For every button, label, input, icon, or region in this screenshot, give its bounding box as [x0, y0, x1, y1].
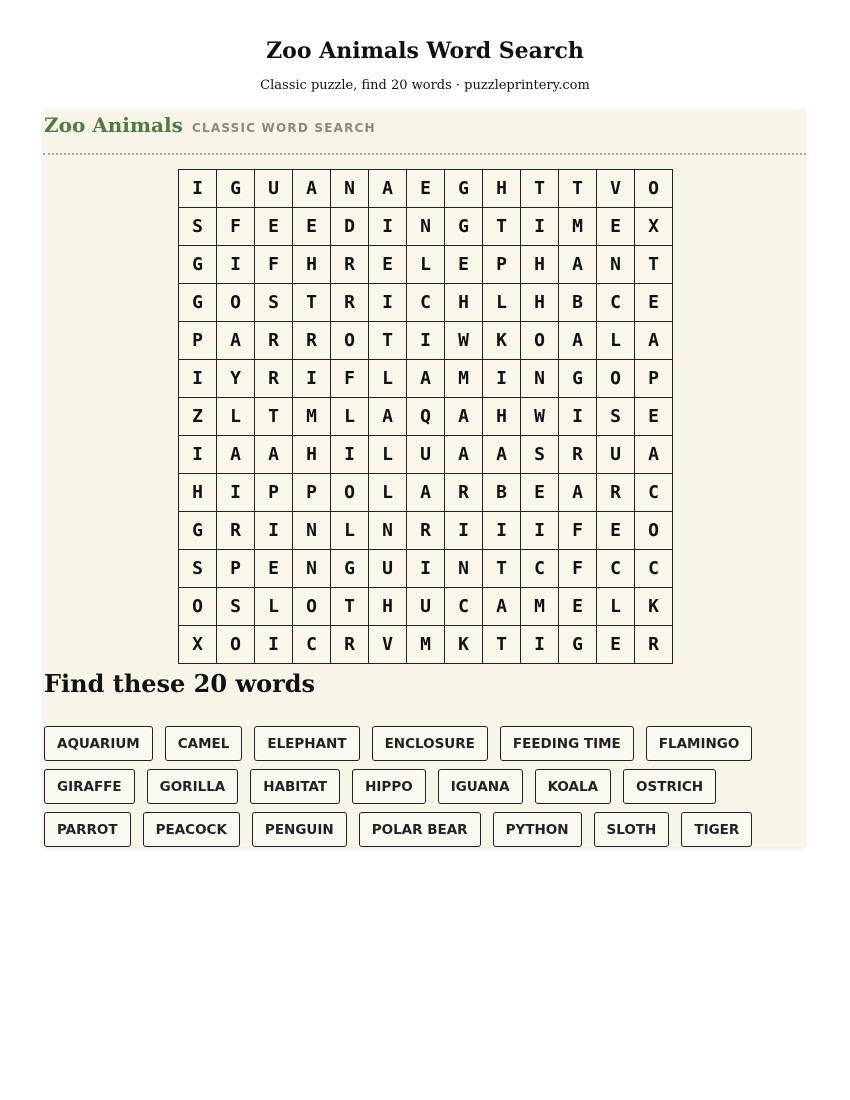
- grid-cell[interactable]: L: [597, 322, 635, 360]
- word-chip[interactable]: SLOTH: [594, 812, 670, 847]
- grid-cell[interactable]: S: [179, 550, 217, 588]
- word-chip[interactable]: ENCLOSURE: [372, 726, 488, 761]
- grid-cell[interactable]: G: [445, 170, 483, 208]
- grid-cell[interactable]: P: [179, 322, 217, 360]
- grid-cell[interactable]: N: [293, 512, 331, 550]
- grid-cell[interactable]: T: [559, 170, 597, 208]
- grid-cell[interactable]: N: [369, 512, 407, 550]
- grid-cell[interactable]: L: [369, 360, 407, 398]
- word-chip[interactable]: PYTHON: [493, 812, 582, 847]
- word-chip[interactable]: CAMEL: [165, 726, 243, 761]
- grid-cell[interactable]: T: [369, 322, 407, 360]
- word-chip[interactable]: KOALA: [535, 769, 611, 804]
- grid-cell[interactable]: I: [369, 208, 407, 246]
- grid-cell[interactable]: V: [597, 170, 635, 208]
- grid-cell[interactable]: N: [293, 550, 331, 588]
- word-chip[interactable]: FEEDING TIME: [500, 726, 634, 761]
- grid-cell[interactable]: E: [597, 208, 635, 246]
- grid-cell[interactable]: F: [331, 360, 369, 398]
- word-list-row: [44, 812, 784, 855]
- grid-cell[interactable]: E: [445, 246, 483, 284]
- grid-cell[interactable]: R: [445, 474, 483, 512]
- grid-cell[interactable]: E: [255, 550, 293, 588]
- grid-cell[interactable]: I: [407, 322, 445, 360]
- grid-cell[interactable]: G: [445, 208, 483, 246]
- grid-cell[interactable]: V: [369, 626, 407, 664]
- grid-cell[interactable]: O: [331, 474, 369, 512]
- grid-cell[interactable]: D: [331, 208, 369, 246]
- grid-cell[interactable]: H: [293, 436, 331, 474]
- grid-cell[interactable]: Y: [217, 360, 255, 398]
- word-chip[interactable]: HIPPO: [352, 769, 426, 804]
- grid-cell[interactable]: G: [179, 512, 217, 550]
- puzzle-brand: Zoo Animals: [44, 113, 183, 137]
- grid-cell[interactable]: R: [331, 284, 369, 322]
- grid-cell[interactable]: B: [559, 284, 597, 322]
- grid-cell[interactable]: G: [559, 626, 597, 664]
- grid-cell[interactable]: I: [293, 360, 331, 398]
- grid-cell[interactable]: K: [635, 588, 673, 626]
- grid-cell[interactable]: O: [597, 360, 635, 398]
- grid-cell[interactable]: A: [407, 360, 445, 398]
- page-title: Zoo Animals Word Search: [266, 38, 584, 64]
- grid-cell[interactable]: R: [255, 322, 293, 360]
- grid-cell[interactable]: A: [635, 322, 673, 360]
- puzzle-kind: CLASSIC WORD SEARCH: [192, 121, 376, 135]
- word-chip[interactable]: ELEPHANT: [254, 726, 359, 761]
- grid-cell[interactable]: E: [407, 170, 445, 208]
- grid-cell[interactable]: S: [255, 284, 293, 322]
- grid-cell[interactable]: H: [521, 246, 559, 284]
- word-list: [44, 726, 784, 855]
- grid-cell[interactable]: A: [407, 474, 445, 512]
- grid-cell[interactable]: A: [293, 170, 331, 208]
- grid-cell[interactable]: A: [217, 322, 255, 360]
- grid-cell[interactable]: M: [445, 360, 483, 398]
- grid-cell[interactable]: S: [521, 436, 559, 474]
- grid-cell[interactable]: P: [483, 246, 521, 284]
- grid-cell[interactable]: O: [635, 170, 673, 208]
- grid-cell[interactable]: H: [293, 246, 331, 284]
- grid-cell[interactable]: S: [179, 208, 217, 246]
- grid-cell[interactable]: A: [445, 436, 483, 474]
- grid-cell[interactable]: R: [597, 474, 635, 512]
- grid-cell[interactable]: E: [597, 626, 635, 664]
- grid-cell[interactable]: W: [521, 398, 559, 436]
- grid-cell[interactable]: I: [179, 360, 217, 398]
- grid-cell[interactable]: I: [521, 208, 559, 246]
- grid-cell[interactable]: Z: [179, 398, 217, 436]
- word-chip[interactable]: IGUANA: [438, 769, 523, 804]
- grid-cell[interactable]: O: [217, 626, 255, 664]
- grid-cell[interactable]: L: [331, 512, 369, 550]
- grid-cell[interactable]: X: [179, 626, 217, 664]
- grid-cell[interactable]: S: [597, 398, 635, 436]
- puzzle-card: [43, 109, 806, 847]
- grid-cell[interactable]: R: [559, 436, 597, 474]
- grid-cell[interactable]: L: [407, 246, 445, 284]
- grid-cell[interactable]: L: [217, 398, 255, 436]
- grid-cell[interactable]: G: [559, 360, 597, 398]
- grid-cell[interactable]: H: [483, 170, 521, 208]
- grid-cell[interactable]: O: [635, 512, 673, 550]
- grid-cell[interactable]: R: [331, 626, 369, 664]
- word-list-row: [44, 769, 784, 812]
- grid-cell[interactable]: G: [331, 550, 369, 588]
- grid-cell[interactable]: K: [483, 322, 521, 360]
- grid-cell[interactable]: I: [521, 626, 559, 664]
- word-chip[interactable]: GIRAFFE: [44, 769, 135, 804]
- grid-cell[interactable]: I: [255, 626, 293, 664]
- grid-cell[interactable]: I: [255, 512, 293, 550]
- grid-cell[interactable]: I: [369, 284, 407, 322]
- grid-cell[interactable]: P: [635, 360, 673, 398]
- grid-cell[interactable]: T: [483, 550, 521, 588]
- grid-cell[interactable]: I: [407, 550, 445, 588]
- grid-cell[interactable]: E: [293, 208, 331, 246]
- grid-cell[interactable]: C: [521, 550, 559, 588]
- grid-cell[interactable]: C: [597, 550, 635, 588]
- word-chip[interactable]: TIGER: [681, 812, 752, 847]
- grid-cell[interactable]: O: [521, 322, 559, 360]
- word-chip[interactable]: POLAR BEAR: [359, 812, 481, 847]
- grid-cell[interactable]: N: [445, 550, 483, 588]
- letter-grid[interactable]: [178, 169, 673, 664]
- word-chip[interactable]: FLAMINGO: [646, 726, 753, 761]
- grid-cell[interactable]: U: [407, 436, 445, 474]
- grid-cell[interactable]: P: [217, 550, 255, 588]
- grid-cell[interactable]: O: [179, 588, 217, 626]
- grid-cell[interactable]: I: [179, 436, 217, 474]
- grid-cell[interactable]: I: [217, 474, 255, 512]
- grid-cell[interactable]: M: [407, 626, 445, 664]
- grid-cell[interactable]: R: [255, 360, 293, 398]
- grid-cell[interactable]: U: [407, 588, 445, 626]
- grid-cell[interactable]: M: [559, 208, 597, 246]
- grid-cell[interactable]: E: [369, 246, 407, 284]
- grid-cell[interactable]: A: [217, 436, 255, 474]
- grid-cell[interactable]: F: [559, 550, 597, 588]
- grid-cell[interactable]: P: [293, 474, 331, 512]
- grid-cell[interactable]: N: [407, 208, 445, 246]
- grid-cell[interactable]: H: [445, 284, 483, 322]
- grid-cell[interactable]: I: [483, 512, 521, 550]
- grid-cell[interactable]: C: [635, 550, 673, 588]
- grid-cell[interactable]: A: [483, 436, 521, 474]
- page-subtitle: Classic puzzle, find 20 words · puzzleprintery.com: [260, 78, 590, 93]
- grid-cell[interactable]: R: [635, 626, 673, 664]
- grid-cell[interactable]: A: [559, 474, 597, 512]
- grid-cell[interactable]: H: [521, 284, 559, 322]
- grid-cell[interactable]: H: [369, 588, 407, 626]
- grid-cell[interactable]: A: [369, 398, 407, 436]
- grid-cell[interactable]: T: [483, 208, 521, 246]
- word-chip[interactable]: AQUARIUM: [44, 726, 153, 761]
- word-chip[interactable]: PARROT: [44, 812, 131, 847]
- grid-cell[interactable]: L: [331, 398, 369, 436]
- grid-cell[interactable]: K: [445, 626, 483, 664]
- grid-cell[interactable]: E: [597, 512, 635, 550]
- grid-cell[interactable]: X: [635, 208, 673, 246]
- grid-cell[interactable]: A: [445, 398, 483, 436]
- grid-cell[interactable]: A: [559, 322, 597, 360]
- grid-cell[interactable]: U: [369, 550, 407, 588]
- grid-cell[interactable]: N: [597, 246, 635, 284]
- grid-cell[interactable]: U: [597, 436, 635, 474]
- grid-cell[interactable]: T: [255, 398, 293, 436]
- word-chip[interactable]: HABITAT: [250, 769, 340, 804]
- grid-cell[interactable]: A: [559, 246, 597, 284]
- grid-cell[interactable]: E: [635, 284, 673, 322]
- word-list-row: [44, 726, 784, 769]
- grid-cell[interactable]: H: [483, 398, 521, 436]
- grid-cell[interactable]: R: [217, 512, 255, 550]
- grid-cell[interactable]: I: [445, 512, 483, 550]
- word-chip[interactable]: OSTRICH: [623, 769, 716, 804]
- grid-cell[interactable]: L: [369, 474, 407, 512]
- grid-cell[interactable]: C: [445, 588, 483, 626]
- grid-cell[interactable]: F: [255, 246, 293, 284]
- grid-cell[interactable]: R: [293, 322, 331, 360]
- grid-cell[interactable]: I: [331, 436, 369, 474]
- grid-cell[interactable]: S: [217, 588, 255, 626]
- grid-cell[interactable]: R: [331, 246, 369, 284]
- word-chip[interactable]: PEACOCK: [143, 812, 240, 847]
- grid-cell[interactable]: E: [635, 398, 673, 436]
- grid-cell[interactable]: L: [597, 588, 635, 626]
- grid-cell[interactable]: H: [179, 474, 217, 512]
- grid-cell[interactable]: L: [483, 284, 521, 322]
- grid-cell[interactable]: L: [369, 436, 407, 474]
- grid-cell[interactable]: R: [407, 512, 445, 550]
- grid-cell[interactable]: G: [179, 246, 217, 284]
- grid-cell[interactable]: O: [331, 322, 369, 360]
- grid-cell[interactable]: A: [369, 170, 407, 208]
- grid-cell[interactable]: N: [521, 360, 559, 398]
- grid-cell[interactable]: Q: [407, 398, 445, 436]
- grid-cell[interactable]: A: [635, 436, 673, 474]
- grid-cell[interactable]: P: [255, 474, 293, 512]
- grid-cell[interactable]: L: [255, 588, 293, 626]
- grid-cell[interactable]: T: [293, 284, 331, 322]
- word-chip[interactable]: PENGUIN: [252, 812, 347, 847]
- word-list-heading: Find these 20 words: [44, 669, 316, 698]
- grid-cell[interactable]: C: [635, 474, 673, 512]
- grid-cell[interactable]: I: [559, 398, 597, 436]
- card-header: [43, 109, 806, 155]
- grid-cell[interactable]: A: [483, 588, 521, 626]
- grid-cell[interactable]: O: [293, 588, 331, 626]
- grid-cell[interactable]: T: [521, 170, 559, 208]
- grid-cell[interactable]: T: [635, 246, 673, 284]
- grid-cell[interactable]: E: [255, 208, 293, 246]
- grid-cell[interactable]: F: [559, 512, 597, 550]
- grid-cell[interactable]: G: [217, 170, 255, 208]
- grid-cell[interactable]: T: [331, 588, 369, 626]
- word-chip[interactable]: GORILLA: [147, 769, 239, 804]
- grid-cell[interactable]: I: [179, 170, 217, 208]
- grid-cell[interactable]: F: [217, 208, 255, 246]
- grid-cell[interactable]: I: [483, 360, 521, 398]
- grid-cell[interactable]: C: [597, 284, 635, 322]
- grid-cell[interactable]: O: [217, 284, 255, 322]
- grid-cell[interactable]: I: [521, 512, 559, 550]
- grid-cell[interactable]: B: [483, 474, 521, 512]
- grid-cell[interactable]: E: [559, 588, 597, 626]
- grid-cell[interactable]: G: [179, 284, 217, 322]
- grid-cell[interactable]: W: [445, 322, 483, 360]
- grid-cell[interactable]: I: [217, 246, 255, 284]
- grid-cell[interactable]: C: [407, 284, 445, 322]
- grid-cell[interactable]: E: [521, 474, 559, 512]
- grid-cell[interactable]: N: [331, 170, 369, 208]
- grid-cell[interactable]: U: [255, 170, 293, 208]
- grid-cell[interactable]: C: [293, 626, 331, 664]
- grid-cell[interactable]: A: [255, 436, 293, 474]
- grid-cell[interactable]: M: [521, 588, 559, 626]
- grid-cell[interactable]: M: [293, 398, 331, 436]
- grid-cell[interactable]: T: [483, 626, 521, 664]
